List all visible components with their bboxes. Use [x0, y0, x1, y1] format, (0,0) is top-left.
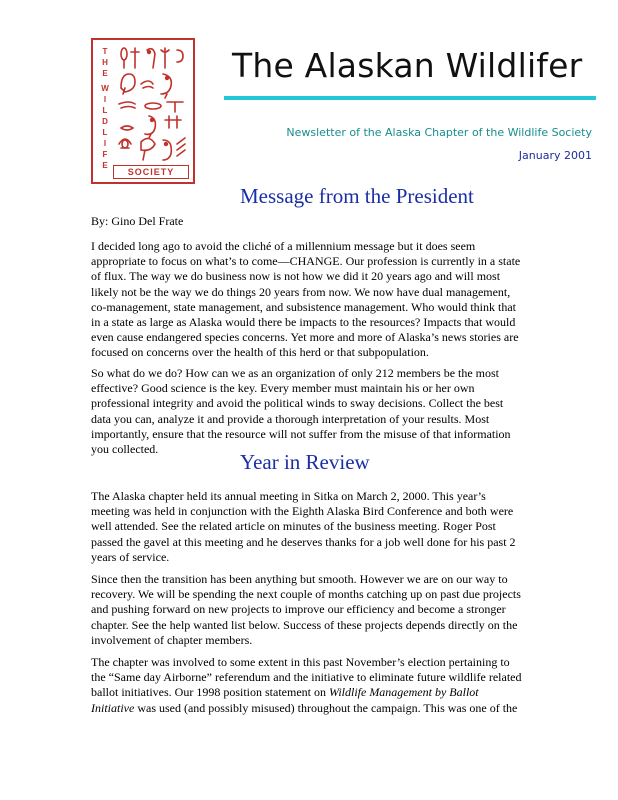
logo-letter: L — [102, 106, 108, 115]
president-paragraph-2: So what do we do? How can we as an organization of only 212 members be the most effective? Good science is the key. Every member must maintain his or her own professional integrity and avoid the political winds to sway decisions. Collect the best data you can, analyze it and provide a thorough interpretation of your results. Most importantly, ensure that the resource will not suffer from the misuse of that information you collected. — [91, 366, 511, 457]
logo-letter: I — [103, 139, 107, 148]
logo-letter: E — [102, 69, 108, 78]
newsletter-subtitle: Newsletter of the Alaska Chapter of the Wildlife Society — [286, 126, 592, 139]
logo-letter: I — [103, 95, 107, 104]
review-paragraph-2: Since then the transition has been anything but smooth. However we are on our way to recovery. We will be spending the next couple of months catching up on past due projects and pushing forward on new projects to improve our efficiency and become a stronger chapter. See the help wanted list below. Success of these projects depends directly on the involvement of chapter members. — [91, 572, 521, 647]
logo-letter: E — [102, 161, 108, 170]
logo-letter: D — [102, 117, 108, 126]
logo-society-bar — [113, 165, 189, 179]
masthead-rule — [224, 96, 596, 100]
president-paragraph-1: I decided long ago to avoid the cliché of a millennium message but it does seem appropriate to focus on what’s to come—CHANGE. Our profession is currently in a state of flux. The way we do business now is not how we did it 20 years ago and will most likely not be the way we do things 20 years from now. We now have dual management, co-management, state management, and subsistence management. Who would think that in a state as large as Alaska would there be impacts to the resources? Impacts that would even cause endangered species concerns. Yet more and more of Alaska’s news stories are focused on concerns over the health of this herd or that subpopulation. — [91, 239, 521, 360]
ballot-initiative-title: Wildlife Management by Ballot Initiative — [91, 685, 479, 715]
review-paragraph-1: The Alaska chapter held its annual meeting in Sitka on March 2, 2000. This year’s meeting was held in conjunction with the Eighth Alaska Bird Conference and both were well attended. See the related article on minutes of the business meeting. Roger Post passed the gavel at this meeting and he deserves thanks for a job well done for his past 2 years of service. — [91, 489, 516, 564]
president-message-heading: Message from the President — [240, 184, 474, 208]
logo-letter: H — [102, 58, 108, 67]
issue-date: January 2001 — [518, 149, 592, 162]
article-byline: By: Gino Del Frate — [91, 214, 184, 228]
review-paragraph-3 — [91, 655, 531, 716]
logo-letter: T — [102, 47, 108, 56]
newsletter-title: The Alaskan Wildlifer — [232, 46, 583, 85]
review-p3-text-end: was used (and possibly misused) throughout the campaign. This was one of the — [134, 700, 518, 715]
logo-side-letters — [97, 46, 113, 171]
review-p3-text: The chapter was involved to some extent in this past November’s election pertaining to the “Same day Airborne” referendum and the initiative to eliminate future wildlife related ballot initiatives. Our 1998 position statement on — [91, 655, 522, 700]
logo-letter: W — [101, 84, 109, 93]
wildlife-society-logo — [91, 38, 195, 184]
year-in-review-heading: Year in Review — [240, 450, 370, 474]
logo-letter: F — [102, 150, 108, 159]
logo-bar-text: SOCIETY — [127, 167, 175, 177]
hieroglyph-icon — [115, 44, 191, 168]
logo-letter: L — [102, 128, 108, 137]
